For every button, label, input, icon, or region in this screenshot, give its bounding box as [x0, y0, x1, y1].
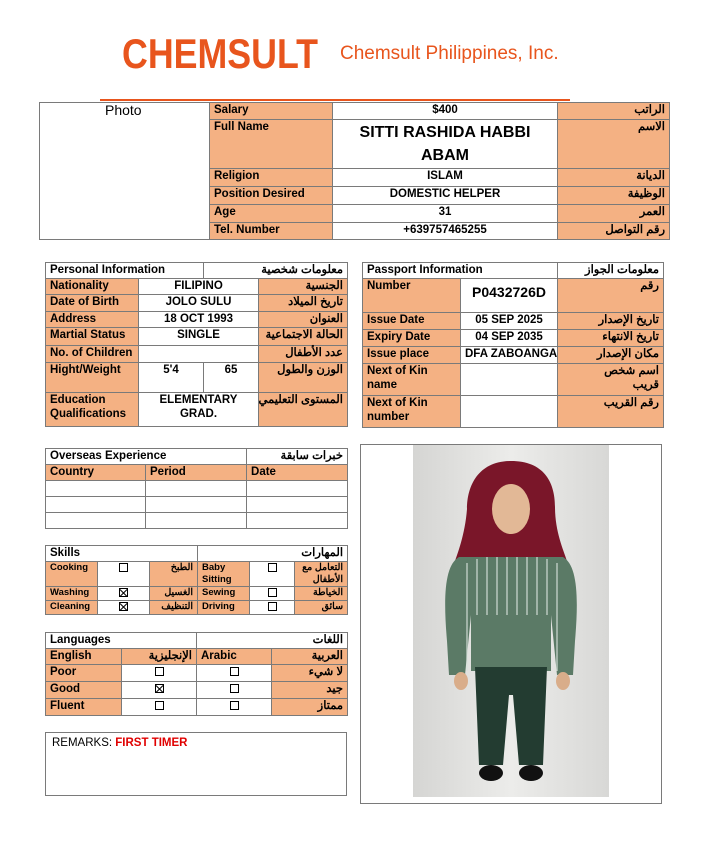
address-label: Address [46, 312, 139, 328]
passport-number-ar: رقم [558, 279, 664, 313]
address-value: 18 OCT 1993 [139, 312, 259, 328]
dob-label: Date of Birth [46, 295, 139, 312]
passport-number-value: P0432726D [461, 279, 558, 313]
full-name-label: Full Name [210, 120, 333, 169]
issue-date-label: Issue Date [363, 313, 461, 330]
overseas-cell [146, 513, 247, 529]
overseas-title-ar: خبرات سابقة [247, 449, 348, 465]
position-label: Position Desired [210, 187, 333, 205]
kin-name-label-1: Next of Kin [367, 365, 428, 377]
lang-fluent-english-checkbox[interactable] [155, 701, 164, 710]
full-name-value: SITTI RASHIDA HABBI ABAM [333, 120, 558, 169]
top-info-table [39, 102, 670, 240]
overseas-col-date: Date [247, 465, 348, 481]
issue-place-ar: مكان الإصدار [558, 347, 664, 364]
issue-date-value: 05 SEP 2025 [461, 313, 558, 330]
languages-table [45, 632, 348, 716]
skill-baby-sitting-label [198, 562, 250, 587]
issue-date-ar: تاريخ الإصدار [558, 313, 664, 330]
skill-cleaning-label: Cleaning [46, 601, 98, 615]
skill-cooking-label: Cooking [46, 562, 98, 587]
children-label: No. of Children [46, 346, 139, 363]
lang-level-poor-ar: لا شيء [272, 665, 348, 682]
photo-label: Photo [40, 103, 210, 240]
svg-text:CHEMSULT: CHEMSULT [122, 30, 319, 77]
nationality-value: FILIPINO [139, 279, 259, 295]
skill-washing-label: Washing [46, 587, 98, 601]
full-name-ar: الاسم [558, 120, 670, 169]
lang-arabic-ar: العربية [272, 649, 348, 665]
overseas-cell [247, 513, 348, 529]
tel-label: Tel. Number [210, 223, 333, 240]
lang-good-english-checkbox[interactable] [155, 684, 164, 693]
position-ar: الوظيفة [558, 187, 670, 205]
height-weight-ar: الوزن والطول [259, 363, 348, 393]
skill-baby-sitting-label-2: Sitting [202, 574, 232, 585]
passport-info-title: Passport Information [363, 263, 558, 279]
skill-baby-sitting-label-1: Baby [202, 562, 226, 573]
remarks-label: REMARKS: [52, 737, 113, 749]
tel-value: +639757465255 [333, 223, 558, 240]
lang-good-arabic-checkbox[interactable] [230, 684, 239, 693]
overseas-col-country: Country [46, 465, 146, 481]
height-value: 5'4 [139, 363, 204, 393]
candidate-photo [361, 445, 661, 803]
skill-cooking-ar: الطبخ [150, 562, 198, 587]
lang-level-good: Good [46, 682, 122, 699]
skills-table [45, 545, 348, 615]
overseas-table [45, 448, 348, 529]
kin-name-value [461, 364, 558, 396]
children-value [139, 346, 259, 363]
education-label [46, 393, 139, 427]
skills-title-ar: المهارات [198, 546, 348, 562]
lang-arabic-label: Arabic [197, 649, 272, 665]
skill-cleaning-ar: التنظيف [150, 601, 198, 615]
nationality-ar: الجنسية [259, 279, 348, 295]
expiry-date-value: 04 SEP 2035 [461, 330, 558, 347]
skill-baby-sitting-ar-1: التعامل مع [302, 562, 344, 573]
chemsult-logo-icon [122, 30, 319, 77]
address-ar: العنوان [259, 312, 348, 328]
height-weight-label: Hight/Weight [46, 363, 139, 393]
table-row [46, 513, 348, 529]
personal-info-title-ar: معلومات شخصية [204, 263, 348, 279]
education-value-1: ELEMENTARY [159, 394, 238, 406]
kin-number-label-2: number [367, 411, 410, 423]
languages-title: Languages [46, 633, 197, 649]
kin-name-ar-2: قريب [632, 379, 659, 391]
salary-label: Salary [210, 103, 333, 120]
skill-cooking-checkbox[interactable] [119, 563, 128, 572]
overseas-title: Overseas Experience [46, 449, 247, 465]
table-row [46, 497, 348, 513]
skill-baby-sitting-ar-2: الأطفال [312, 574, 344, 585]
skill-baby-sitting-ar [295, 562, 348, 587]
expiry-date-ar: تاريخ الانتهاء [558, 330, 664, 347]
remarks-box [45, 732, 347, 796]
age-label: Age [210, 205, 333, 223]
skill-washing-ar: الغسيل [150, 587, 198, 601]
skill-sewing-checkbox[interactable] [268, 588, 277, 597]
marital-ar: الحالة الاجتماعية [259, 328, 348, 346]
kin-number-ar: رقم القريب [558, 396, 664, 428]
lang-level-fluent-ar: ممتاز [272, 699, 348, 716]
overseas-cell [46, 497, 146, 513]
overseas-col-period: Period [146, 465, 247, 481]
passport-number-label: Number [363, 279, 461, 313]
lang-poor-english-checkbox[interactable] [155, 667, 164, 676]
position-value: DOMESTIC HELPER [333, 187, 558, 205]
expiry-date-label: Expiry Date [363, 330, 461, 347]
skill-driving-checkbox[interactable] [268, 602, 277, 611]
overseas-cell [146, 481, 247, 497]
company-logo [122, 30, 319, 77]
lang-english-label: English [46, 649, 122, 665]
education-label-1: Education [50, 394, 106, 406]
lang-english-ar: الإنجليزية [122, 649, 197, 665]
salary-ar: الراتب [558, 103, 670, 120]
passport-info-table [362, 262, 664, 428]
personal-info-table [45, 262, 348, 427]
overseas-cell [46, 481, 146, 497]
candidate-photo-frame [360, 444, 662, 804]
header-rule [100, 99, 570, 101]
skill-driving-label: Driving [198, 601, 250, 615]
skill-washing-checkbox[interactable] [119, 588, 128, 597]
kin-name-label [363, 364, 461, 396]
skill-baby-sitting-checkbox[interactable] [268, 563, 277, 572]
lang-level-fluent: Fluent [46, 699, 122, 716]
education-value [139, 393, 259, 427]
lang-poor-arabic-checkbox[interactable] [230, 667, 239, 676]
dob-ar: تاريخ الميلاد [259, 295, 348, 312]
issue-place-value: DFA ZABOANGA [461, 347, 558, 364]
age-value: 31 [333, 205, 558, 223]
skill-driving-ar: سائق [295, 601, 348, 615]
overseas-cell [247, 481, 348, 497]
kin-name-label-2: name [367, 379, 398, 391]
kin-number-label-1: Next of Kin [367, 397, 428, 409]
education-value-2: GRAD. [179, 408, 218, 420]
nationality-label: Nationality [46, 279, 139, 295]
skill-sewing-label: Sewing [198, 587, 250, 601]
skill-cleaning-checkbox[interactable] [119, 602, 128, 611]
overseas-cell [146, 497, 247, 513]
lang-level-good-ar: جيد [272, 682, 348, 699]
kin-number-label [363, 396, 461, 428]
education-ar: المستوى التعليمي [259, 393, 348, 427]
tel-ar: رقم التواصل [558, 223, 670, 240]
age-ar: العمر [558, 205, 670, 223]
kin-name-ar [558, 364, 664, 396]
skill-sewing-ar: الخياطة [295, 587, 348, 601]
salary-value: $400 [333, 103, 558, 120]
lang-level-poor: Poor [46, 665, 122, 682]
overseas-cell [247, 497, 348, 513]
religion-value: ISLAM [333, 169, 558, 187]
passport-info-title-ar: معلومات الجواز [558, 263, 664, 279]
religion-label: Religion [210, 169, 333, 187]
marital-label: Martial Status [46, 328, 139, 346]
overseas-cell [46, 513, 146, 529]
dob-value: JOLO SULU [139, 295, 259, 312]
table-row [46, 481, 348, 497]
languages-title-ar: اللغات [197, 633, 348, 649]
weight-value: 65 [204, 363, 259, 393]
skills-title: Skills [46, 546, 198, 562]
marital-value: SINGLE [139, 328, 259, 346]
company-name: Chemsult Philippines, Inc. [340, 43, 559, 64]
kin-name-ar-1: اسم شخص [604, 365, 659, 377]
personal-info-title: Personal Information [46, 263, 204, 279]
education-label-2: Qualifications [50, 408, 127, 420]
remarks-value: FIRST TIMER [115, 737, 188, 749]
kin-number-value [461, 396, 558, 428]
religion-ar: الديانة [558, 169, 670, 187]
children-ar: عدد الأطفال [259, 346, 348, 363]
lang-fluent-arabic-checkbox[interactable] [230, 701, 239, 710]
issue-place-label: Issue place [363, 347, 461, 364]
